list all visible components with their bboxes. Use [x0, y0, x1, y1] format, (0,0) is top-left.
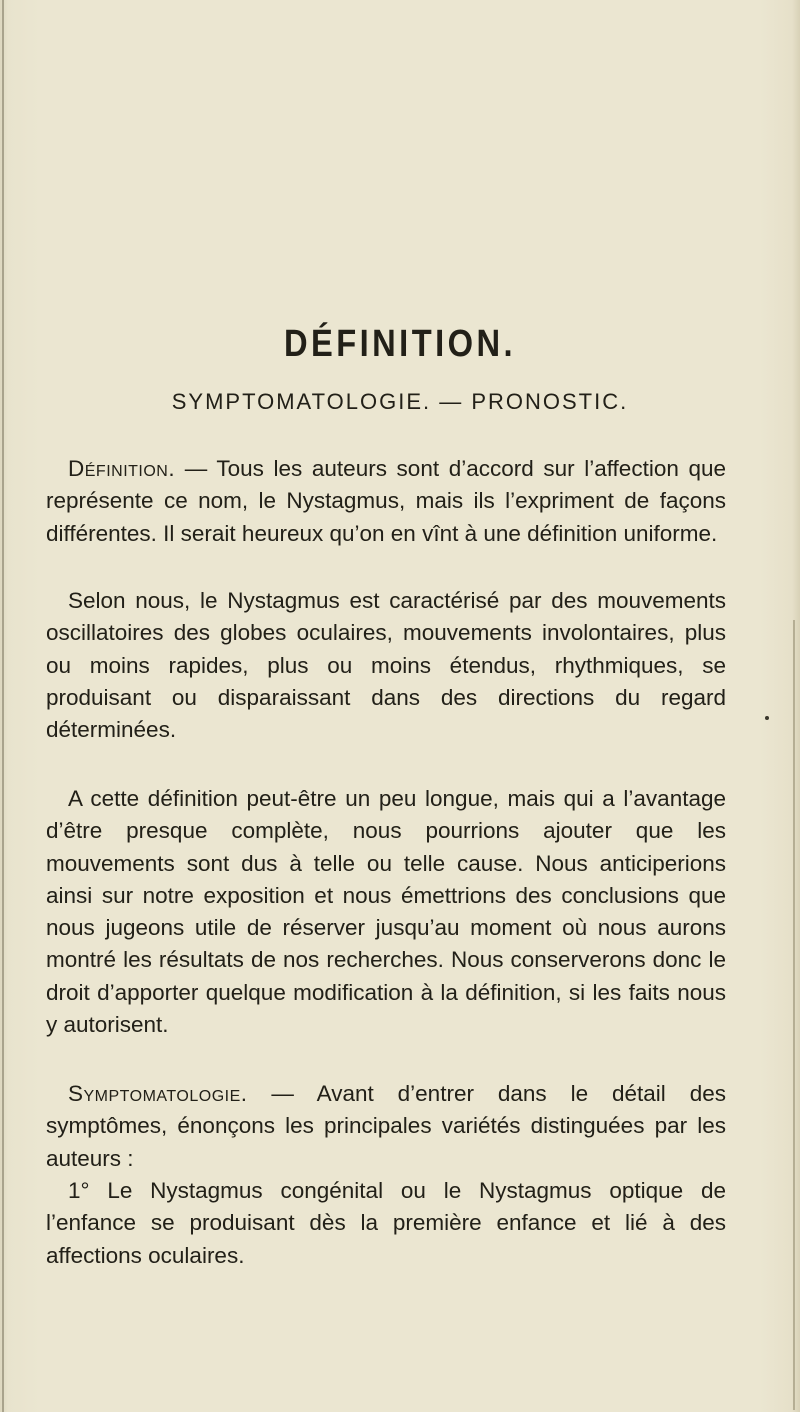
ink-dot	[765, 716, 769, 720]
paragraph-symptomatologie	[46, 1078, 726, 1175]
page-edge-left	[2, 0, 4, 1412]
paragraph-body: — Tous les auteurs sont d’accord sur l’affection que représente ce nom, le Nystagmus, mais ils l’expriment de façons différentes. Il serait heureux qu’on en vînt à une définition uniforme.	[46, 456, 726, 546]
paragraph-lead: Définition.	[68, 456, 176, 481]
page-subtitle: SYMPTOMATOLOGIE. — PRONOSTIC.	[171, 389, 629, 414]
page-edge-right	[793, 620, 795, 1410]
paragraph-definition	[46, 453, 726, 550]
paragraph-body: 1° Le Nystagmus congénital ou le Nystagmus optique de l’enfance se produisant dès la première enfance et lié à des affections oculaires.	[46, 1178, 726, 1268]
paragraph-lead: Symptomatologie.	[68, 1081, 248, 1106]
paragraph-selon-nous	[46, 585, 726, 746]
paragraph-body: — Avant d’entrer dans le détail des symptômes, énonçons les principales variétés distinguées par les auteurs :	[46, 1081, 726, 1171]
paragraph-body: A cette définition peut-être un peu longue, mais qui a l’avantage d’être presque complète, nous pourrions ajouter que les mouvements sont dus à telle ou telle cause. Nous anticiperions ainsi sur notre exposition et nous émettrions des conclusions que nous jugeons utile de réserver jusqu’au moment où nous aurons montré les résultats de nos recherches. Nous conserverons donc le droit d’apporter quelque modification à la définition, si les faits nous y autorisent.	[46, 786, 726, 1038]
paragraph-body: Selon nous, le Nystagmus est caractérisé par des mouvements oscillatoires des globes oculaires, mouvements involontaires, plus ou moins rapides, plus ou moins étendus, rhythmiques, se produisant ou disparaissant dans des directions du regard déterminées.	[46, 588, 726, 743]
paragraph-nystagmus-congenital	[46, 1175, 726, 1272]
paragraph-cette-definition	[46, 783, 726, 1041]
page-title: DÉFINITION.	[283, 323, 517, 365]
